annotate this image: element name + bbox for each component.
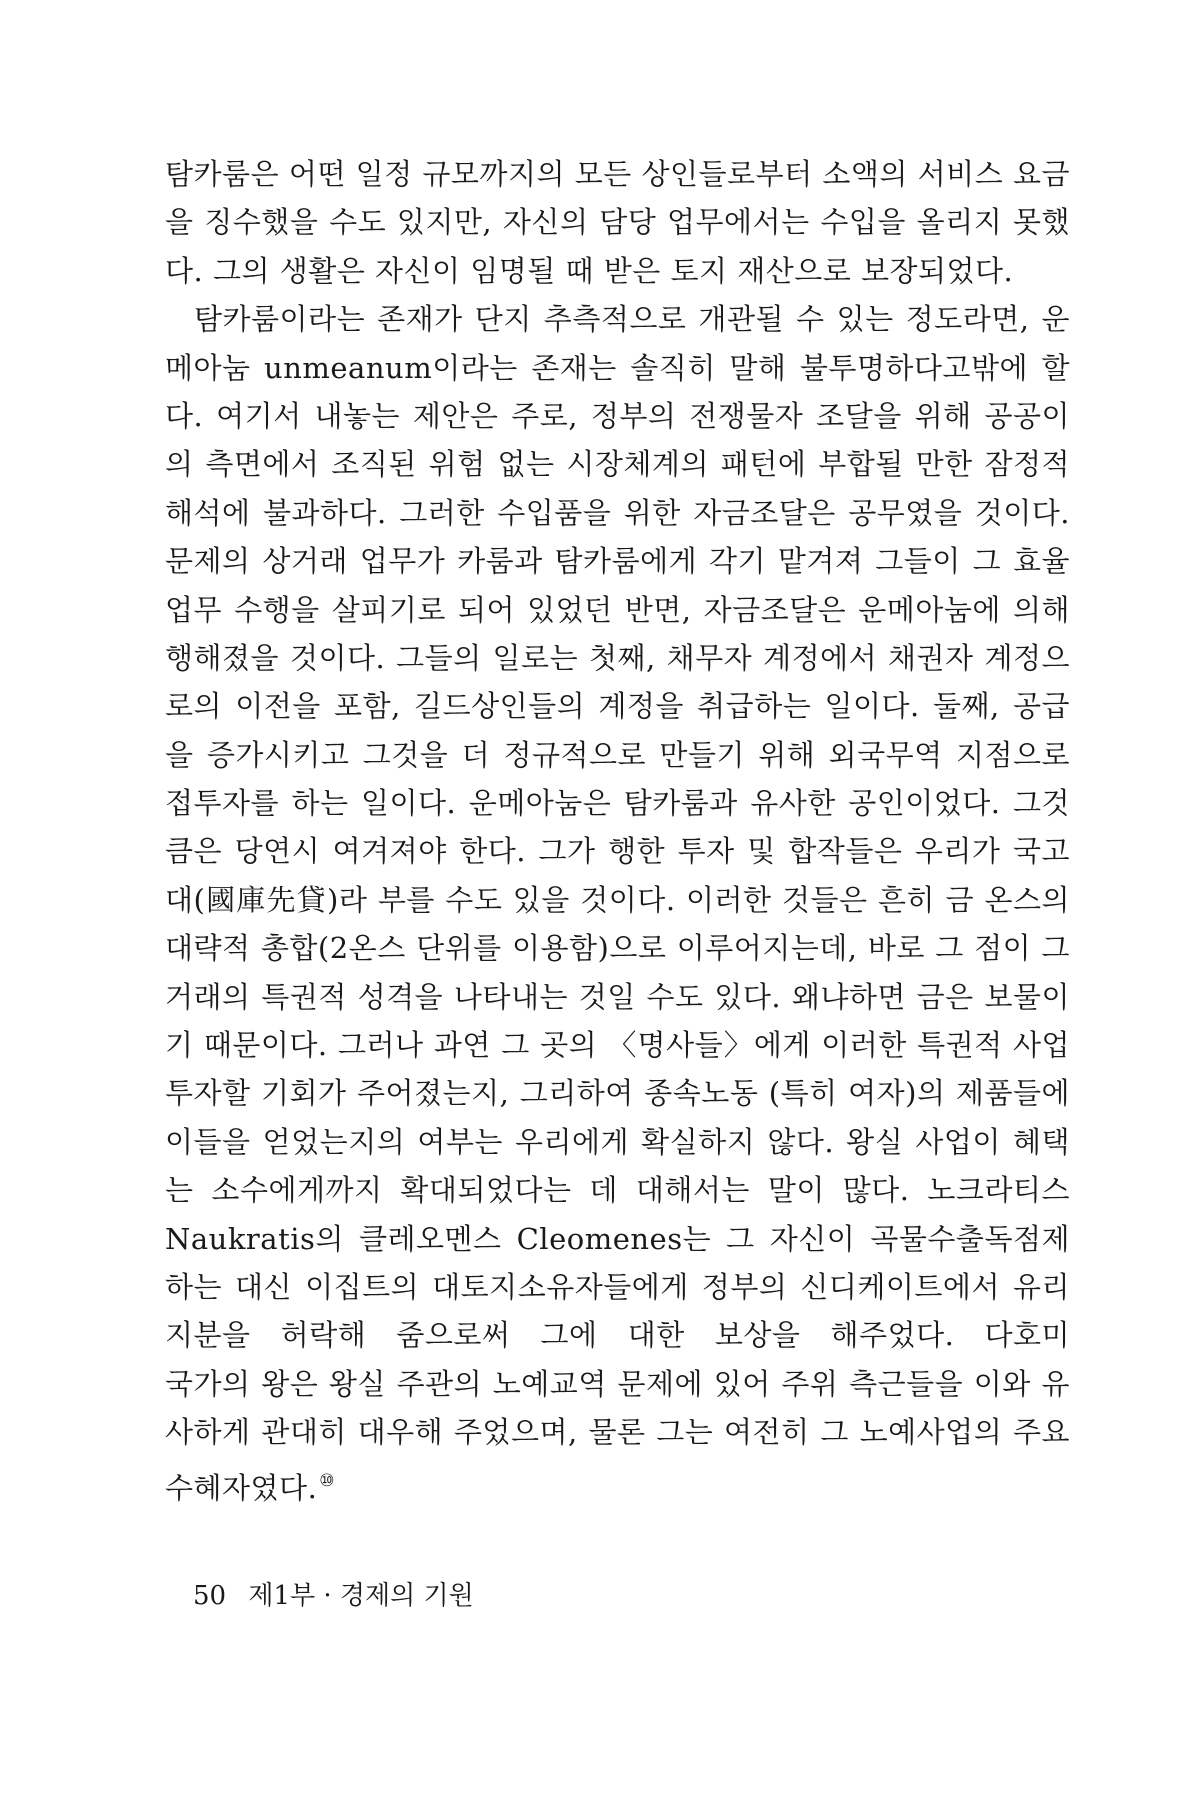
- text-line: 을 증가시키고 그것을 더 정규적으로 만들기 위해 외국무역 지점으로: [165, 737, 1070, 772]
- text-line: 사하게 관대히 대우해 주었으며, 물론 그는 여전히 그 노예사업의 주요: [165, 1415, 1070, 1450]
- body-text: [165, 150, 1070, 1505]
- text-line: 다. 그의 생활은 자신이 임명될 때 받은 토지 재산으로 보장되었다.: [165, 253, 1014, 288]
- text-line: Naukratis의 클레오멘스 Cleomenes는 그 자신이 곡물수출독점제: [165, 1221, 1070, 1256]
- text-line: 해석에 불과하다. 그러한 수입품을 위한 자금조달은 공무였을 것이다.: [165, 495, 1070, 530]
- text-line: 을 징수했을 수도 있지만, 자신의 담당 업무에서는 수입을 올리지 못했: [165, 205, 1070, 240]
- page-footer: [193, 1575, 474, 1612]
- text-line: 국가의 왕은 왕실 주관의 노예교역 문제에 있어 주위 측근들을 이와 유: [165, 1366, 1070, 1401]
- text-line: 대략적 총합(2온스 단위를 이용함)으로 이루어지는데, 바로 그 점이 그: [165, 931, 1070, 966]
- text-line: 는 소수에게까지 확대되었다는 데 대해서는 말이 많다. 노크라티스: [165, 1173, 1070, 1208]
- text-line: 다. 여기서 내놓는 제안은 주로, 정부의 전쟁물자 조달을 위해 공공이: [165, 398, 1070, 433]
- running-head: 제1부 · 경제의 기원: [248, 1581, 474, 1611]
- text-line: 로의 이전을 포함, 길드상인들의 계정을 취급하는 일이다. 둘째, 공급: [165, 689, 1070, 724]
- text-line: 기 때문이다. 그러나 과연 그 곳의 〈명사들〉에게 이러한 특권적 사업: [165, 1028, 1070, 1063]
- text-line: 투자할 기회가 주어졌는지, 그리하여 종속노동 (특히 여자)의 제품들에: [165, 1076, 1070, 1111]
- text-line: 행해졌을 것이다. 그들의 일로는 첫째, 채무자 계정에서 채권자 계정으: [165, 640, 1070, 675]
- text-line: 지분을 허락해 줌으로써 그에 대한 보상을 해주었다. 다호미: [165, 1318, 1070, 1353]
- text-line-last: [165, 1457, 1070, 1505]
- text-line: 의 측면에서 조직된 위험 없는 시장체계의 패턴에 부합될 만한 잠정적: [165, 447, 1070, 482]
- last-line-text: 수혜자였다.: [165, 1470, 318, 1505]
- page-number: 50: [193, 1581, 227, 1611]
- text-line: 접투자를 하는 일이다. 운메아눔은 탐카룸과 유사한 공인이었다. 그것: [165, 786, 1070, 821]
- text-line: 탐카룸이라는 존재가 단지 추측적으로 개관될 수 있는 정도라면, 운: [194, 302, 1070, 337]
- text-line: 이들을 얻었는지의 여부는 우리에게 확실하지 않다. 왕실 사업이 혜택: [165, 1124, 1070, 1159]
- text-line: 탐카룸은 어떤 일정 규모까지의 모든 상인들로부터 소액의 서비스 요금: [165, 157, 1070, 191]
- text-line: 대(國庫先貸)라 부를 수도 있을 것이다. 이러한 것들은 흔히 금 온스의: [165, 882, 1070, 917]
- footnote-reference[interactable]: ⑩: [319, 1470, 336, 1491]
- text-line: 문제의 상거래 업무가 카룸과 탐카룸에게 각기 맡겨져 그들이 그 효율: [165, 544, 1070, 579]
- text-line: 메아눔 unmeanum이라는 존재는 솔직히 말해 불투명하다고밖에 할: [165, 350, 1070, 385]
- text-line: 업무 수행을 살피기로 되어 있었던 반면, 자금조달은 운메아눔에 의해: [165, 592, 1070, 627]
- text-line: 하는 대신 이집트의 대토지소유자들에게 정부의 신디케이트에서 유리: [165, 1269, 1070, 1304]
- text-line: 거래의 특권적 성격을 나타내는 것일 수도 있다. 왜냐하면 금은 보물이: [165, 979, 1070, 1014]
- text-line: 큼은 당연시 여겨져야 한다. 그가 행한 투자 및 합작들은 우리가 국고: [165, 834, 1070, 869]
